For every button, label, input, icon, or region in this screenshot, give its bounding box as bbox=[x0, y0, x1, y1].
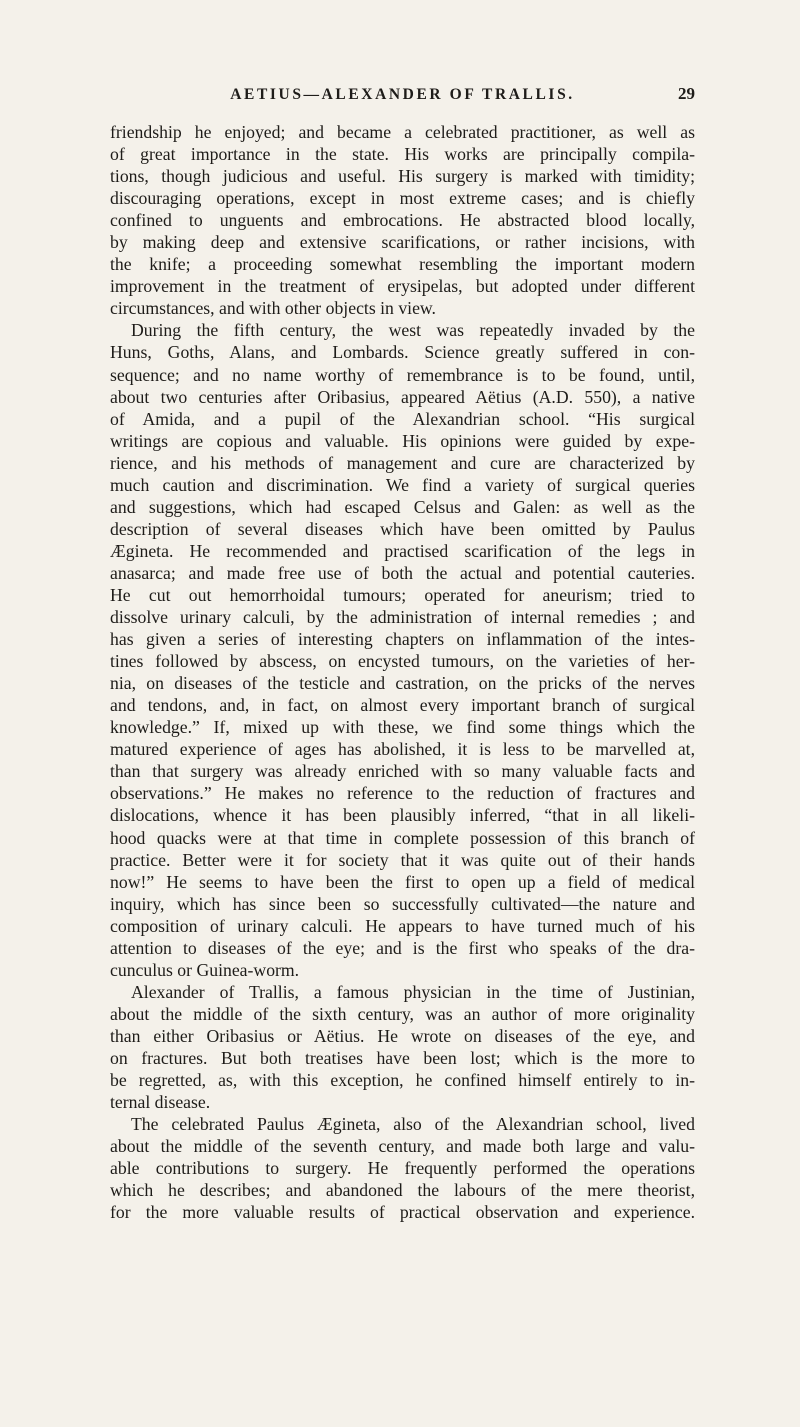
text-line: nia, on diseases of the testicle and castration, on the pricks of the nerves bbox=[110, 673, 695, 694]
text-line: ternal disease. bbox=[110, 1092, 211, 1113]
text-line: Huns, Goths, Alans, and Lombards. Science greatly suffered in con- bbox=[110, 342, 695, 363]
text-line: by making deep and extensive scarifications, or rather incisions, with bbox=[110, 232, 695, 253]
text-line: able contributions to surgery. He frequently performed the operations bbox=[110, 1158, 695, 1179]
text-line: has given a series of interesting chapters on inflammation of the intes- bbox=[110, 629, 695, 650]
text-line: tions, though judicious and useful. His surgery is marked with timidity; bbox=[110, 166, 695, 187]
running-header bbox=[110, 86, 695, 110]
text-line: writings are copious and valuable. His opinions were guided by expe- bbox=[110, 430, 695, 451]
text-line: observations.” He makes no reference to the reduction of fractures and bbox=[110, 783, 695, 804]
text-line: of Amida, and a pupil of the Alexandrian school. “His surgical bbox=[110, 408, 695, 429]
text-line: tines followed by abscess, on encysted tumours, on the varieties of her- bbox=[110, 651, 695, 672]
text-line: anasarca; and made free use of both the actual and potential cauteries. bbox=[110, 562, 695, 583]
text-line: improvement in the treatment of erysipelas, but adopted under different bbox=[110, 276, 695, 297]
text-line: than that surgery was already enriched with so many valuable facts and bbox=[110, 761, 695, 782]
text-line: of great importance in the state. His works are principally compila- bbox=[110, 144, 695, 165]
text-line: about the middle of the sixth century, was an author of more originality bbox=[110, 1003, 695, 1024]
text-line: matured experience of ages has abolished, it is less to be marvelled at, bbox=[110, 739, 695, 760]
text-line: dislocations, whence it has been plausibly inferred, “that in all likeli- bbox=[110, 805, 695, 826]
text-line: knowledge.” If, mixed up with these, we find some things which the bbox=[110, 717, 695, 738]
text-line: circumstances, and with other objects in view. bbox=[110, 298, 436, 319]
text-line: the knife; a proceeding somewhat resembling the important modern bbox=[110, 254, 695, 275]
text-line: rience, and his methods of management and cure are characterized by bbox=[110, 452, 695, 473]
text-line: attention to diseases of the eye; and is the first who speaks of the dra- bbox=[110, 937, 695, 958]
text-line: sequence; and no name worthy of remembrance is to be found, until, bbox=[110, 364, 695, 385]
text-line: much caution and discrimination. We find a variety of surgical queries bbox=[110, 474, 695, 495]
text-line: dissolve urinary calculi, by the administration of internal remedies ; and bbox=[110, 607, 695, 628]
page-number: 29 bbox=[678, 84, 695, 103]
running-title: AETIUS—ALEXANDER OF TRALLIS. bbox=[230, 86, 575, 103]
text-line: inquiry, which has since been so successfully cultivated—the nature and bbox=[110, 893, 695, 914]
text-line: cunculus or Guinea-worm. bbox=[110, 959, 300, 980]
text-line: now!” He seems to have been the first to open up a field of medical bbox=[110, 871, 695, 892]
text-line: During the fifth century, the west was repeatedly invaded by the bbox=[131, 320, 695, 341]
text-line: discouraging operations, except in most extreme cases; and is chiefly bbox=[110, 188, 695, 209]
text-line: be regretted, as, with this exception, he confined himself entirely to in- bbox=[110, 1070, 695, 1091]
text-line: friendship he enjoyed; and became a celebrated practitioner, as well as bbox=[110, 122, 695, 142]
text-line: Alexander of Trallis, a famous physician in the time of Justinian, bbox=[131, 981, 695, 1002]
body-text bbox=[110, 121, 695, 1223]
text-line: which he describes; and abandoned the labours of the mere theorist, bbox=[110, 1180, 695, 1201]
text-line: and tendons, and, in fact, on almost every important branch of surgical bbox=[110, 695, 695, 716]
text-line: Ægineta. He recommended and practised scarification of the legs in bbox=[110, 540, 695, 561]
text-line: for the more valuable results of practical observation and experience. bbox=[110, 1202, 695, 1223]
text-line: hood quacks were at that time in complete possession of this branch of bbox=[110, 827, 695, 848]
text-line: description of several diseases which have been omitted by Paulus bbox=[110, 518, 695, 539]
text-line: practice. Better were it for society that it was quite out of their hands bbox=[110, 849, 695, 870]
text-line: about the middle of the seventh century, and made both large and valu- bbox=[110, 1136, 695, 1157]
text-line: on fractures. But both treatises have been lost; which is the more to bbox=[110, 1047, 695, 1068]
text-line: and suggestions, which had escaped Celsus and Galen: as well as the bbox=[110, 496, 695, 517]
text-line: about two centuries after Oribasius, appeared Aëtius (A.D. 550), a native bbox=[110, 386, 695, 407]
text-line: He cut out hemorrhoidal tumours; operated for aneurism; tried to bbox=[110, 584, 695, 605]
text-line: composition of urinary calculi. He appears to have turned much of his bbox=[110, 915, 695, 936]
text-line: than either Oribasius or Aëtius. He wrote on diseases of the eye, and bbox=[110, 1025, 695, 1046]
text-line: The celebrated Paulus Ægineta, also of the Alexandrian school, lived bbox=[131, 1114, 695, 1135]
text-line: confined to unguents and embrocations. He abstracted blood locally, bbox=[110, 210, 695, 231]
